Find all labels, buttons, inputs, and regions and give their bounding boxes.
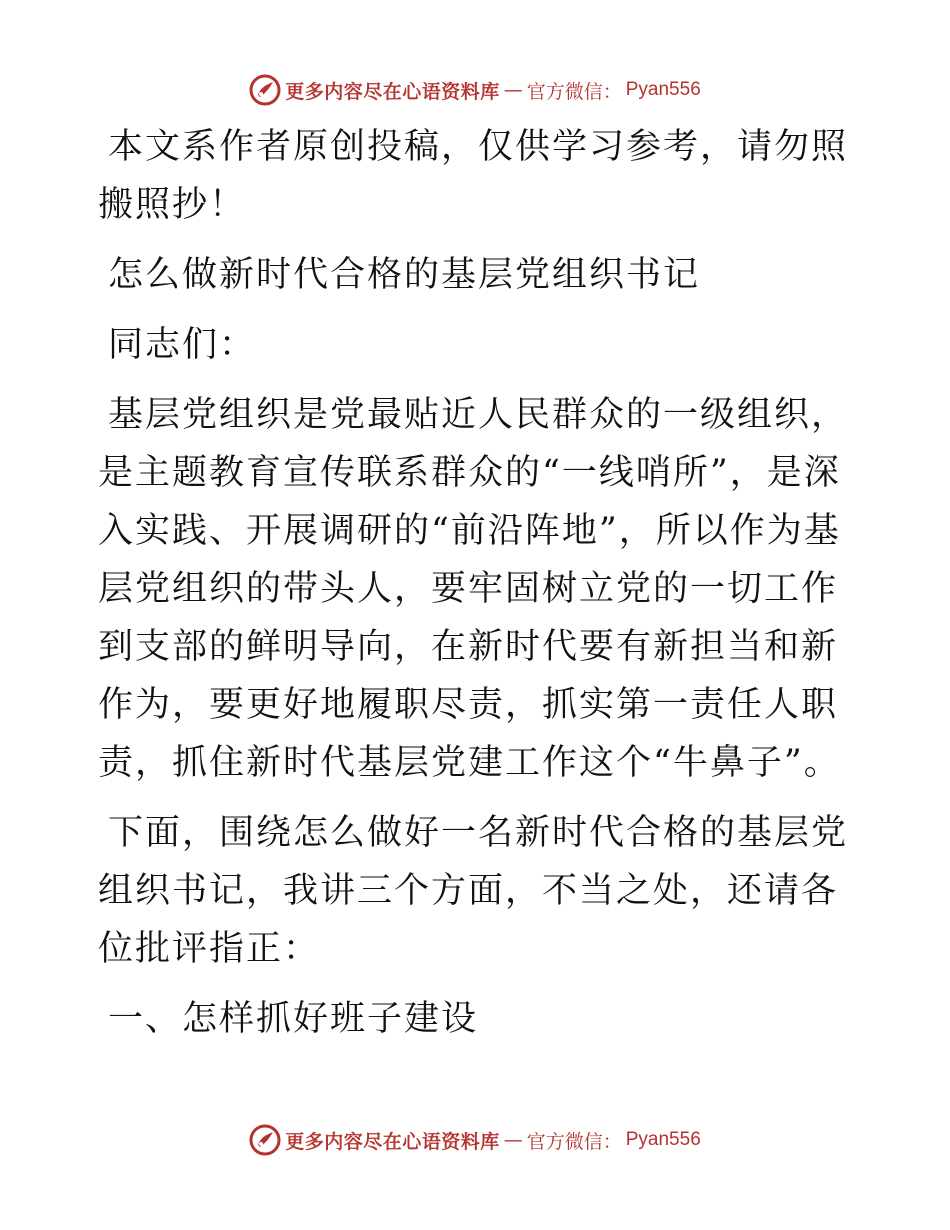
notice-paragraph: 本文系作者原创投稿，仅供学习参考，请勿照搬照抄！ [98, 127, 849, 225]
header-banner [0, 70, 950, 110]
brand-logo-icon [249, 74, 281, 106]
document-body [98, 118, 858, 1060]
banner-dash: — [503, 1129, 523, 1151]
banner-sub-text: 官方微信： [526, 1130, 622, 1153]
brand-logo-icon [249, 1124, 281, 1156]
banner-wechat-id: Pyan556 [625, 79, 701, 100]
banner-sub-text: 官方微信： [526, 80, 622, 103]
banner-main-text: 更多内容尽在心语资料库 [285, 1130, 500, 1153]
section-heading: 一、怎样抓好班子建设 [108, 999, 479, 1039]
body-paragraph: 基层党组织是党最贴近人民群众的一级组织，是主题教育宣传联系群众的“一线哨所”，是深入实践、开展调研的“前沿阵地”，所以作为基层党组织的带头人，要牢固树立党的一切工作到支部的鲜明导向，在新时代要有新担当和新作为，要更好地履职尽责，抓实第一责任人职责，抓住新时代基层党建工作这个“牛鼻子”。 [98, 395, 849, 783]
banner-dash: — [503, 79, 523, 101]
header-banner-content [249, 74, 701, 106]
salutation: 同志们： [108, 325, 257, 365]
footer-banner [0, 1120, 950, 1160]
banner-main-text: 更多内容尽在心语资料库 [285, 80, 500, 103]
footer-banner-content [249, 1124, 701, 1156]
body-paragraph: 下面，围绕怎么做好一名新时代合格的基层党组织书记，我讲三个方面，不当之处，还请各位批评指正： [98, 813, 849, 969]
banner-wechat-id: Pyan556 [625, 1129, 701, 1150]
document-title: 怎么做新时代合格的基层党组织书记 [108, 255, 701, 295]
